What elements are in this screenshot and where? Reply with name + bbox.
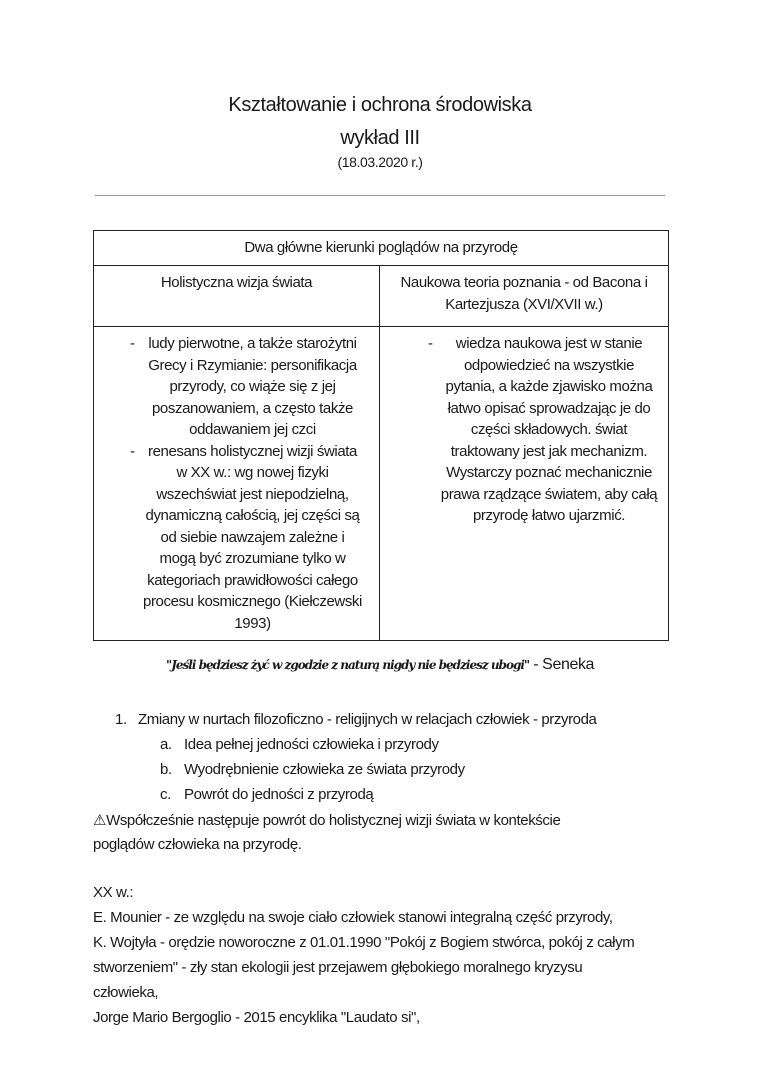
sub-item: Powrót do jedności z przyrodą <box>184 786 374 803</box>
list-item: - renesans holistycznej wizji świata w XX w.: wg nowej fizyki wszechświat jest niepodzielną, dynamiczną całością, jej części są od siebie nawzajem zależne i mogą być zrozumiane tylko w kategoriach prawidłowości całego procesu kosmicznego (Kiełczewski 1993) <box>122 441 363 635</box>
sub-item: Wyodrębnienie człowieka ze świata przyrody <box>184 761 465 778</box>
divider <box>95 195 665 196</box>
xx-heading: XX w.: <box>93 884 134 901</box>
list-number: 1. <box>115 711 127 728</box>
doc-subtitle: wykład III <box>340 127 420 149</box>
text-line: Jorge Mario Bergoglio - 2015 encyklika "Laudato si", <box>93 1009 420 1026</box>
doc-date: (18.03.2020 r.) <box>337 154 423 170</box>
text-line: człowieka, <box>93 984 159 1001</box>
list-item: - wiedza naukowa jest w stanie odpowiedzieć na wszystkie pytania, a każde zjawisko można łatwo opisać sprowadzając je do części składowych. świat traktowany jest jak mechanizm. Wystarczy poznać mechanicznie prawa rządzące światem, aby całą przyrodę łatwo ujarzmić. <box>420 333 658 527</box>
note-line: poglądów człowieka na przyrodę. <box>93 836 302 853</box>
col2-title: Naukowa teoria poznania - od Bacona i Kartezjusza (XVI/XVII w.) <box>380 266 669 327</box>
quote <box>0 656 760 674</box>
table-header: Dwa główne kierunki poglądów na przyrodę <box>94 231 669 266</box>
sub-item: Idea pełnej jedności człowieka i przyrody <box>184 736 439 753</box>
sub-marker: c. <box>160 786 171 803</box>
text-line: K. Wojtyła - orędzie noworoczne z 01.01.1990 "Pokój z Bogiem stwórca, pokój z całym <box>93 934 635 951</box>
sub-marker: b. <box>160 761 172 778</box>
quote-author: - Seneka <box>529 656 595 673</box>
warning-icon: ⚠ <box>93 812 107 829</box>
views-table <box>93 230 669 641</box>
list-item: - ludy pierwotne, a także starożytni Grecy i Rzymianie: personifikacja przyrody, co wiąże się z jej poszanowaniem, a często także oddawaniem jej czci <box>122 333 363 441</box>
list-item-main: Zmiany w nurtach filozoficzno - religijnych w relacjach człowiek - przyroda <box>138 711 597 728</box>
doc-title: Kształtowanie i ochrona środowiska <box>228 94 532 116</box>
note-line: Współcześnie następuje powrót do holistycznej wizji świata w kontekście <box>106 812 561 829</box>
text-line: stworzeniem" - zły stan ekologii jest przejawem głębokiego moralnego kryzysu <box>93 959 583 976</box>
sub-marker: a. <box>160 736 172 753</box>
text-line: E. Mounier - ze względu na swoje ciało człowiek stanowi integralną część przyrody, <box>93 909 613 926</box>
quote-text: "Jeśli będziesz żyć w zgodzie z naturą nigdy nie będziesz ubogi" <box>165 658 530 672</box>
col1-title: Holistyczna wizja świata <box>94 266 380 327</box>
